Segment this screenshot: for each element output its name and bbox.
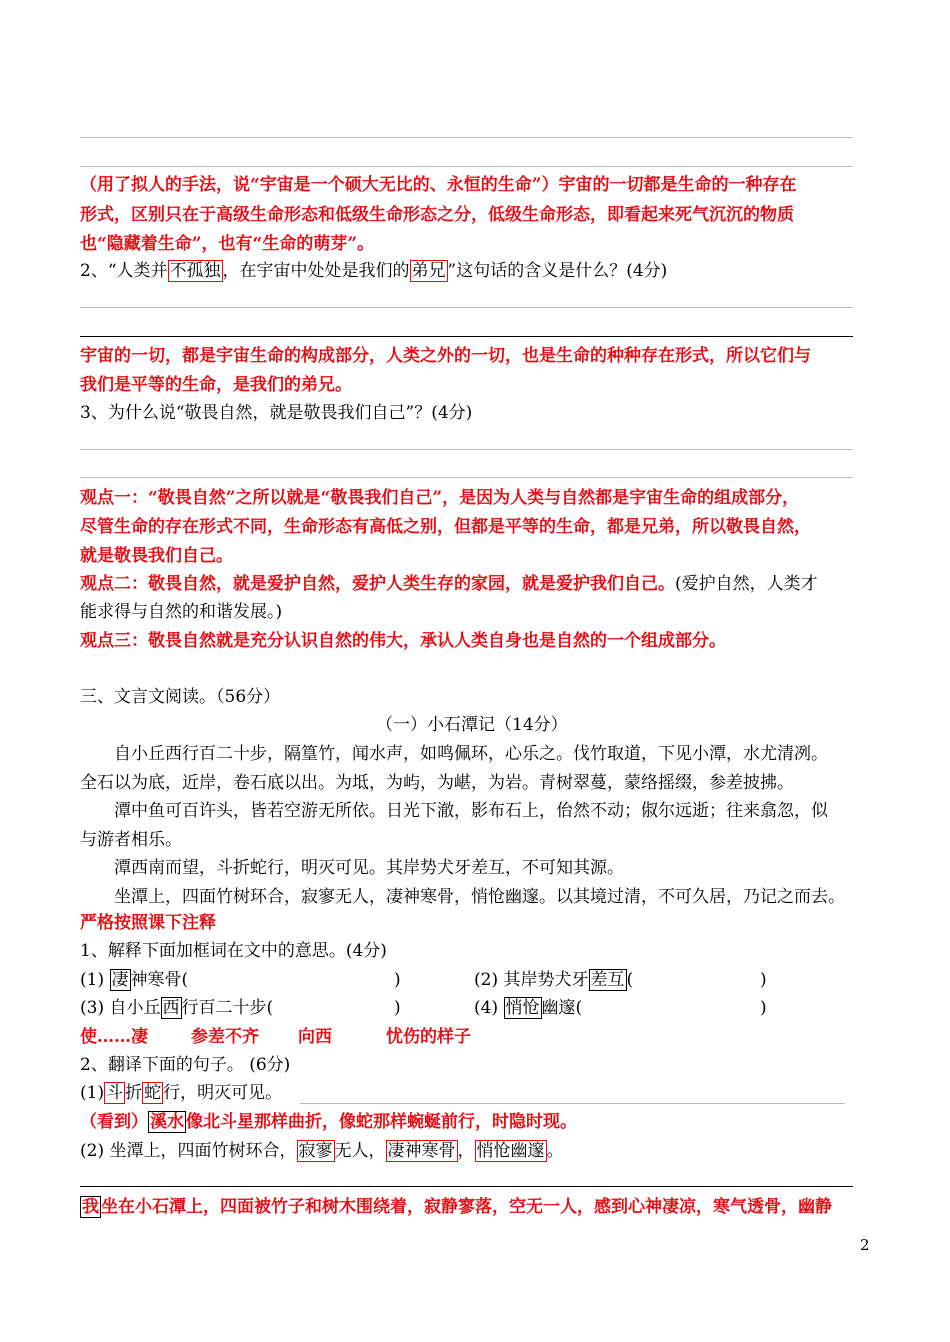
vocab-answer: 向西 — [298, 1027, 332, 1047]
item-number: (3) — [80, 998, 105, 1018]
answer-red: （看到） — [80, 1112, 148, 1132]
answer-text: （用了拟人的手法，说“宇宙是一个硕大无比的、永恒的生命”）宇宙的一切都是生命的一种存在 — [80, 175, 797, 195]
vocab-answer: 忧伤的样子 — [386, 1027, 471, 1047]
section-heading: 三、文言文阅读。（56分） — [80, 687, 281, 707]
item-close: ) — [760, 970, 767, 990]
item-text: 神寒骨( — [130, 970, 189, 990]
boxed-word: 蛇 — [144, 1083, 162, 1103]
boxed-word: 悄怆 — [505, 998, 540, 1018]
answer-text: 形式，区别只在于高级生命形态和低级生命形态之分，低级生命形态，即看起来死气沉沉的物质 — [80, 205, 794, 225]
passage-line: 全石以为底，近岸，卷石底以出。为坻，为屿，为嵁，为岩。青树翠蔓，蒙络摇缀，参差披拂。 — [80, 773, 794, 793]
boxed-word: 斗 — [106, 1083, 124, 1103]
answer-note: (爱护自然，人类才 — [675, 574, 818, 594]
answer-text: 也“隐藏着生命”，也有“生命的萌芽”。 — [80, 234, 375, 254]
question-text: ，在宇宙中处处是我们的 — [222, 261, 410, 281]
item-close: ) — [394, 998, 401, 1018]
item-number: (1) — [80, 970, 105, 990]
answer-text: 观点三：敬畏自然就是充分认识自然的伟大，承认人类自身也是自然的一个组成部分。 — [80, 631, 726, 651]
item-text: 行，明灭可见。 — [163, 1083, 283, 1103]
answer-red: 像北斗星那样曲折，像蛇那样蜿蜒前行，时隐时现。 — [186, 1112, 577, 1132]
passage-line: 坐潭上，四面竹树环合，寂寥无人，凄神寒骨，悄怆幽邃。以其境过清，不可久居，乃记之而去。 — [114, 887, 845, 907]
passage-line: 自小丘西行百二十步，隔篁竹，闻水声，如鸣佩环，心乐之。伐竹取道，下见小潭，水尤清冽。 — [114, 744, 828, 764]
boxed-word: 差互 — [590, 970, 625, 990]
answer-line — [300, 1103, 845, 1104]
boxed-word: 悄怆幽邃 — [476, 1141, 545, 1161]
vocab-item-1 — [80, 972, 188, 989]
answer-text: 我们是平等的生命，是我们的弟兄。 — [80, 375, 352, 395]
question-text: ”这句话的含义是什么？(4分) — [447, 261, 668, 281]
item-text: 折 — [125, 1083, 143, 1103]
boxed-word: 寂寥 — [298, 1141, 333, 1161]
question-title: 2、翻译下面的句子。 (6分) — [80, 1055, 291, 1075]
item-text: ， — [457, 1141, 475, 1161]
passage-title: （一）小石潭记（14分） — [376, 715, 568, 735]
answer-text: 就是敬畏我们自己。 — [80, 546, 233, 566]
item-close: ) — [760, 998, 767, 1018]
boxed-word: 凄神寒骨 — [387, 1141, 456, 1161]
item-number: (1) — [80, 1083, 105, 1103]
item-text: 。 — [546, 1141, 564, 1161]
vocab-item-4 — [474, 1000, 582, 1017]
vocab-item-2 — [474, 972, 633, 989]
answer-line — [80, 166, 853, 167]
answer-text: 观点一：“敬畏自然”之所以就是“敬畏我们自己”，是因为人类与自然都是宇宙生命的组成部分， — [80, 488, 800, 508]
boxed-word: 不孤独 — [169, 261, 221, 281]
answer-line — [80, 307, 853, 308]
item-text: 无人， — [334, 1141, 386, 1161]
passage-line: 潭中鱼可百许头，皆若空游无所依。日光下澈，影布石上，佁然不动；俶尔远逝；往来翕忽，似 — [114, 801, 828, 821]
answer-line — [80, 1186, 853, 1187]
vocab-answer: 参差不齐 — [191, 1027, 259, 1047]
item-number: (4) — [474, 998, 499, 1018]
note-text: 严格按照课下注释 — [80, 913, 216, 933]
boxed-word: 弟兄 — [411, 261, 446, 281]
translation-answer — [80, 1199, 832, 1216]
question-3: 3、为什么说“敬畏自然，就是敬畏我们自己”？(4分) — [80, 403, 473, 423]
item-close: ) — [394, 970, 401, 990]
passage-line: 与游者相乐。 — [80, 830, 182, 850]
boxed-word: 凄 — [111, 970, 129, 990]
item-text: 幽邃( — [541, 998, 583, 1018]
answer-line — [80, 336, 853, 337]
vocab-item-3 — [80, 1000, 273, 1017]
item-number: (2) — [474, 970, 499, 990]
item-text: ( — [626, 970, 634, 990]
item-text: 行百二十步( — [181, 998, 274, 1018]
question-title: 1、解释下面加框词在文中的意思。(4分) — [80, 941, 387, 961]
boxed-word: 我 — [82, 1197, 99, 1217]
answer-text — [80, 576, 818, 593]
question-2 — [80, 263, 667, 280]
translation-answer — [80, 1114, 577, 1131]
item-text: 自小丘 — [109, 998, 161, 1018]
answer-line — [80, 137, 853, 138]
item-text: 其岸势犬牙 — [503, 970, 589, 990]
passage-line: 潭西南而望，斗折蛇行，明灭可见。其岸势犬牙差互，不可知其源。 — [114, 858, 624, 878]
answer-text: 宇宙的一切，都是宇宙生命的构成部分，人类之外的一切，也是生命的种种存在形式，所以它们与 — [80, 346, 811, 366]
page-number: 2 — [860, 1236, 870, 1254]
question-text: 2、“人类并 — [80, 261, 168, 281]
boxed-word: 溪水 — [150, 1112, 184, 1132]
answer-red: 坐在小石潭上，四面被竹子和树木围绕着，寂静寥落，空无一人，感到心神凄凉，寒气透骨，幽静 — [101, 1197, 832, 1217]
answer-line — [80, 449, 853, 450]
answer-text: 尽管生命的存在形式不同，生命形态有高低之别，但都是平等的生命，都是兄弟，所以敬畏自然， — [80, 517, 811, 537]
item-text: 坐潭上，四面竹树环合， — [109, 1141, 297, 1161]
translate-sentence-1 — [80, 1085, 282, 1102]
answer-line — [80, 477, 853, 478]
boxed-word: 西 — [162, 998, 180, 1018]
item-number: (2) — [80, 1141, 105, 1161]
answer-red: 观点二：敬畏自然，就是爱护自然，爱护人类生存的家园，就是爱护我们自己。 — [80, 574, 675, 594]
vocab-answer: 使……凄 — [80, 1027, 148, 1047]
answer-note: 能求得与自然的和谐发展。) — [80, 602, 283, 622]
translate-sentence-2 — [80, 1143, 564, 1160]
